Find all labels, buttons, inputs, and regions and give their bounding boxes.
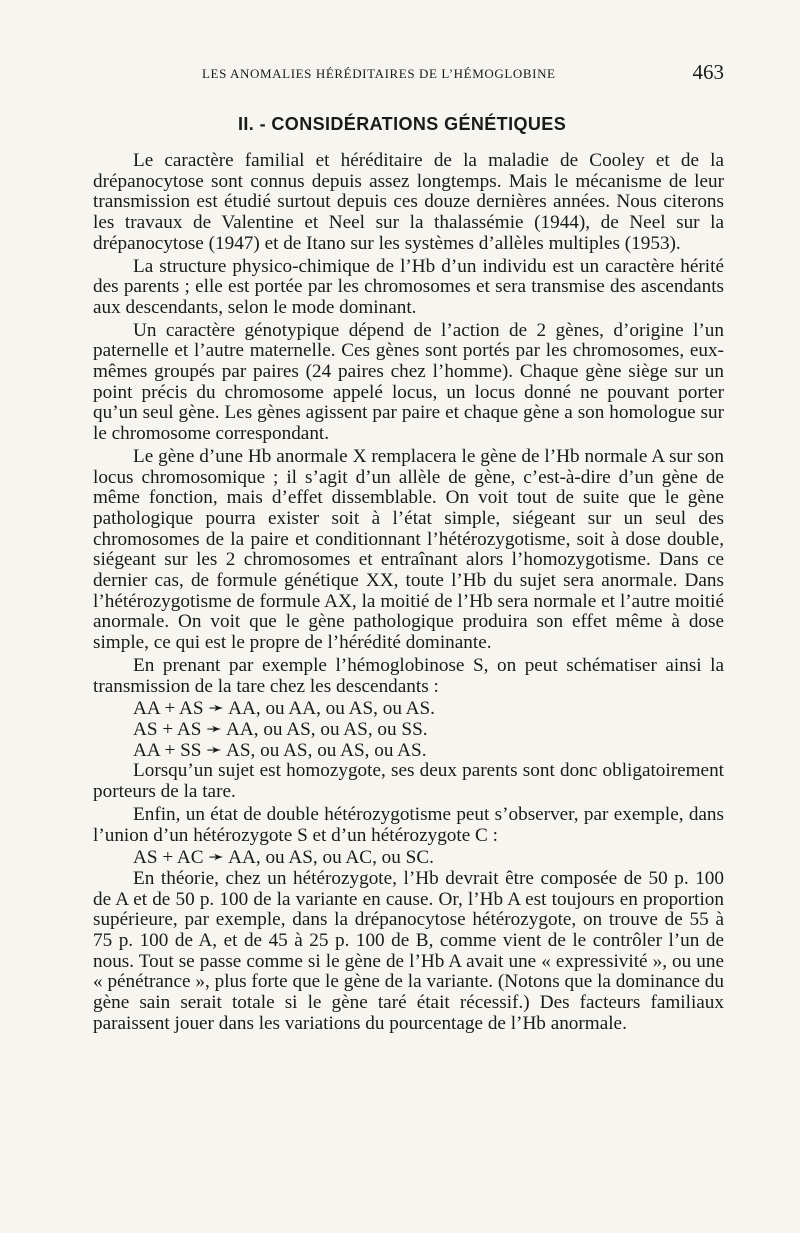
paragraph: Le gène d’une Hb anormale X remplacera le gène de l’Hb normale A sur son locus chromosomique ; il s’agit d’un allèle de gène, c’est-à-dire d’un gène de même fonction, mais d’effet dissemblable. On voit tout de suite que le gène pathologique pourra exister soit à l’état simple, siégeant sur un seul des chromosomes de la paire et conditionnant l’hétérozygotisme, soit à dose double, siégeant sur les 2 chromosomes et entraînant alors l’homozygotisme. Dans ce dernier cas, de formule génétique XX, toute l’Hb du sujet sera anormale. Dans l’hétérozygotisme de formule AX, la moitié de l’Hb sera normale et l’autre moitié anormale. On voit que le gène pathologique produira son effet même à dose simple, ce qui est le propre de l’hérédité dominante.: [93, 445, 724, 654]
genetic-formula: AS + AS ➛ AA, ou AS, ou AS, ou SS.: [133, 718, 428, 740]
genetic-formula: AA + SS ➛ AS, ou AS, ou AS, ou AS.: [133, 739, 427, 761]
paragraph: Lorsqu’un sujet est homozygote, ses deux parents sont donc obligatoirement porteurs de la tare.: [93, 760, 724, 803]
paragraph: En prenant par exemple l’hémoglobinose S, on peut schématiser ainsi la transmission de la tare chez les descendants :: [93, 654, 724, 697]
running-title: LES ANOMALIES HÉRÉDITAIRES DE L’HÉMOGLOBINE: [202, 66, 556, 81]
paragraph: Un caractère génotypique dépend de l’action de 2 gènes, d’origine l’un paternelle et l’autre maternelle. Ces gènes sont portés par les chromosomes, eux-mêmes groupés par paires (24 paires chez l’homme). Chaque gène siège sur un point précis du chromosome appelé locus, un locus donné ne pouvant porter qu’un seul gène. Les gènes agissent par paire et chaque gène a son homologue sur le chromosome correspondant.: [93, 319, 724, 445]
running-header: [92, 60, 724, 90]
genetic-formula: AS + AC ➛ AA, ou AS, ou AC, ou SC.: [133, 847, 434, 869]
page-number: 463: [692, 60, 724, 84]
genetic-formula: AA + AS ➛ AA, ou AA, ou AS, ou AS.: [133, 698, 435, 720]
paragraph: Le caractère familial et héréditaire de la maladie de Cooley et de la drépanocytose sont connus depuis assez longtemps. Mais le mécanisme de leur transmission est étudié surtout depuis ces douze dernières années. Nous citerons les travaux de Valentine et Neel sur la thalassémie (1944), de Neel sur la drépanocytose (1947) et de Itano sur les systèmes d’allèles multiples (1953).: [93, 150, 724, 254]
body-text: [93, 151, 724, 1037]
paragraph: La structure physico-chimique de l’Hb d’un individu est un caractère hérité des parents ; elle est portée par les chromosomes et sera transmise des ascendants aux descendants, selon le mode dominant.: [93, 255, 724, 318]
paragraph: En théorie, chez un hétérozygote, l’Hb devrait être composée de 50 p. 100 de A et de 50 p. 100 de la variante en cause. Or, l’Hb A est toujours en proportion supérieure, par exemple, dans la drépanocytose hétérozygote, on trouve de 55 à 75 p. 100 de A, et de 45 à 25 p. 100 de B, comme vient de le contrôler l’un de nous. Tout se passe comme si le gène de l’Hb A avait une « expressivité », ou une « pénétrance », plus forte que le gène de la variante. (Notons que la dominance du gène sain serait totale si le gène taré était récessif.) Des facteurs familiaux paraissent jouer dans les variations du pourcentage de l’Hb anormale.: [93, 867, 724, 1034]
paragraph: Enfin, un état de double hétérozygotisme peut s’observer, par exemple, dans l’union d’un hétérozygote S et d’un hétérozygote C :: [93, 803, 724, 846]
section-heading: II. - CONSIDÉRATIONS GÉNÉTIQUES: [238, 114, 567, 134]
